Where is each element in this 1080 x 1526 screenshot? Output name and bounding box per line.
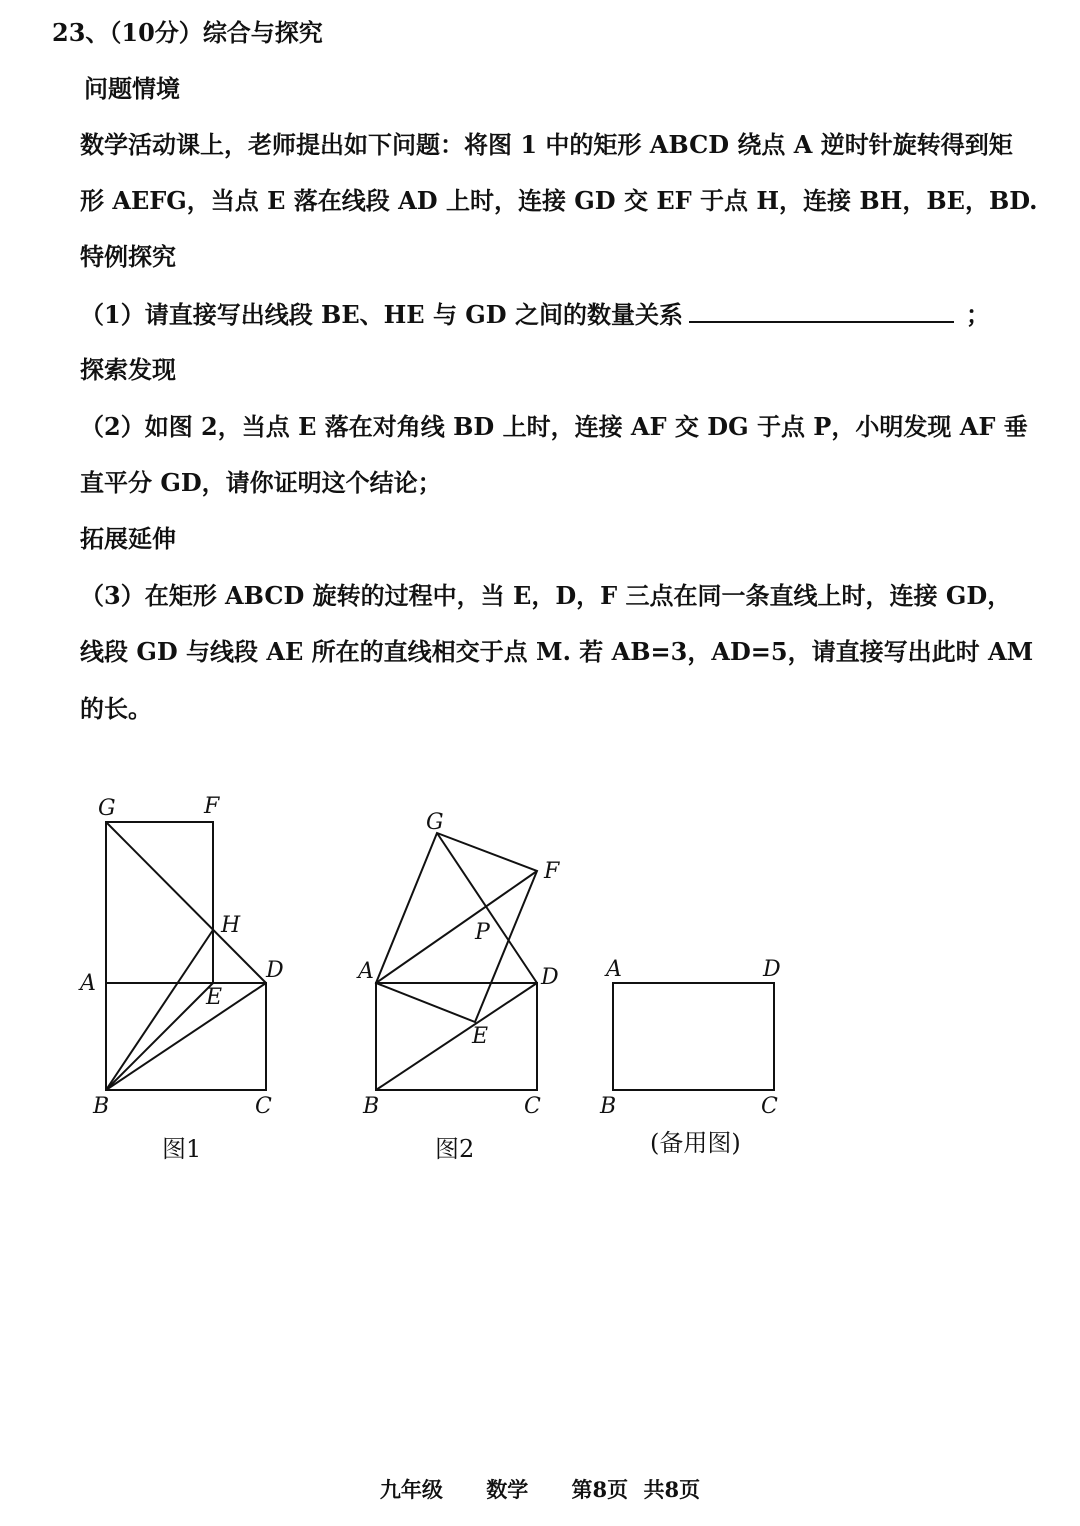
q3-line-3: 的长。 — [80, 694, 152, 723]
q2-line-2: 直平分 GD，请你证明这个结论； — [80, 468, 442, 497]
figure-1 — [106, 822, 266, 1090]
footer-grade: 九年级 — [379, 1477, 443, 1502]
situation-line-1: 数学活动课上，老师提出如下问题：将图 1 中的矩形 ABCD 绕点 A 逆时针旋转得到矩 — [80, 130, 1013, 159]
figure-3 — [613, 983, 774, 1090]
fig3-labels — [599, 957, 781, 1119]
fig2-label-p: P — [475, 920, 490, 945]
extend-title: 拓展延伸 — [80, 524, 176, 553]
fig1-label-d: D — [266, 958, 284, 983]
fig2-label-f: F — [544, 859, 560, 884]
fig3-label-c: C — [761, 1094, 778, 1119]
fig2-label-c: C — [524, 1094, 541, 1119]
fig1-label-c: C — [255, 1094, 272, 1119]
footer-total: 共8页 — [643, 1477, 701, 1502]
fig1-caption: 图1 — [162, 1135, 202, 1163]
fig1-label-g: G — [98, 796, 116, 821]
fig1-label-h: H — [221, 913, 241, 938]
question-title: 综合与探究 — [202, 18, 323, 47]
fig1-label-e: E — [206, 985, 223, 1010]
explore-title: 探索发现 — [80, 355, 176, 384]
footer-subject: 数学 — [486, 1477, 529, 1502]
question-points: （10分） — [109, 18, 203, 47]
fig3-label-b: B — [600, 1094, 617, 1119]
fig3-caption: (备用图) — [650, 1129, 741, 1157]
fig2-label-d: D — [541, 965, 559, 990]
fig3-label-d: D — [763, 957, 781, 982]
fig1-labels — [78, 794, 284, 1119]
fig3-rect-abcd — [613, 983, 774, 1090]
q1-end: ； — [965, 300, 990, 329]
q3-line-2: 线段 GD 与线段 AE 所在的直线相交于点 M. 若 AB=3，AD=5，请直接写出此时 AM — [80, 637, 1034, 666]
fig2-line-af — [376, 871, 537, 983]
fig2-label-a: A — [358, 959, 374, 984]
fig2-caption: 图2 — [435, 1135, 475, 1163]
q2-line-1: （2）如图 2，当点 E 落在对角线 BD 上时，连接 AF 交 DG 于点 P，小明发现 AF 垂 — [80, 412, 1028, 441]
fig1-line-gd — [106, 822, 266, 983]
fig1-rect-aefg — [106, 822, 213, 983]
fig1-label-f: F — [204, 794, 220, 819]
situation-line-2: 形 AEFG，当点 E 落在线段 AD 上时，连接 GD 交 EF 于点 H，连接 BH，BE，BD. — [80, 186, 1038, 215]
figure-2 — [376, 833, 537, 1090]
special-title: 特例探究 — [80, 242, 176, 271]
fig1-label-b: B — [93, 1094, 110, 1119]
page-footer — [0, 1474, 1080, 1504]
q1-text: （1）请直接写出线段 BE、HE 与 GD 之间的数量关系 — [80, 300, 683, 329]
fig1-line-bh — [106, 930, 213, 1090]
fig1-line-bd — [106, 983, 266, 1090]
situation-title: 问题情境 — [84, 74, 180, 103]
fig2-line-bd — [376, 983, 537, 1090]
fig1-line-be — [106, 983, 213, 1090]
fig3-label-a: A — [606, 957, 622, 982]
q3-line-1: （3）在矩形 ABCD 旋转的过程中，当 E，D，F 三点在同一条直线上时，连接 GD， — [80, 581, 1012, 610]
fig2-label-g: G — [426, 810, 444, 835]
fig2-label-e: E — [472, 1024, 489, 1049]
footer-page: 第8页 — [571, 1477, 629, 1502]
fig1-label-a: A — [80, 971, 96, 996]
fig2-label-b: B — [363, 1094, 380, 1119]
question-number: 23、 — [52, 18, 110, 47]
fig2-labels — [356, 810, 560, 1119]
